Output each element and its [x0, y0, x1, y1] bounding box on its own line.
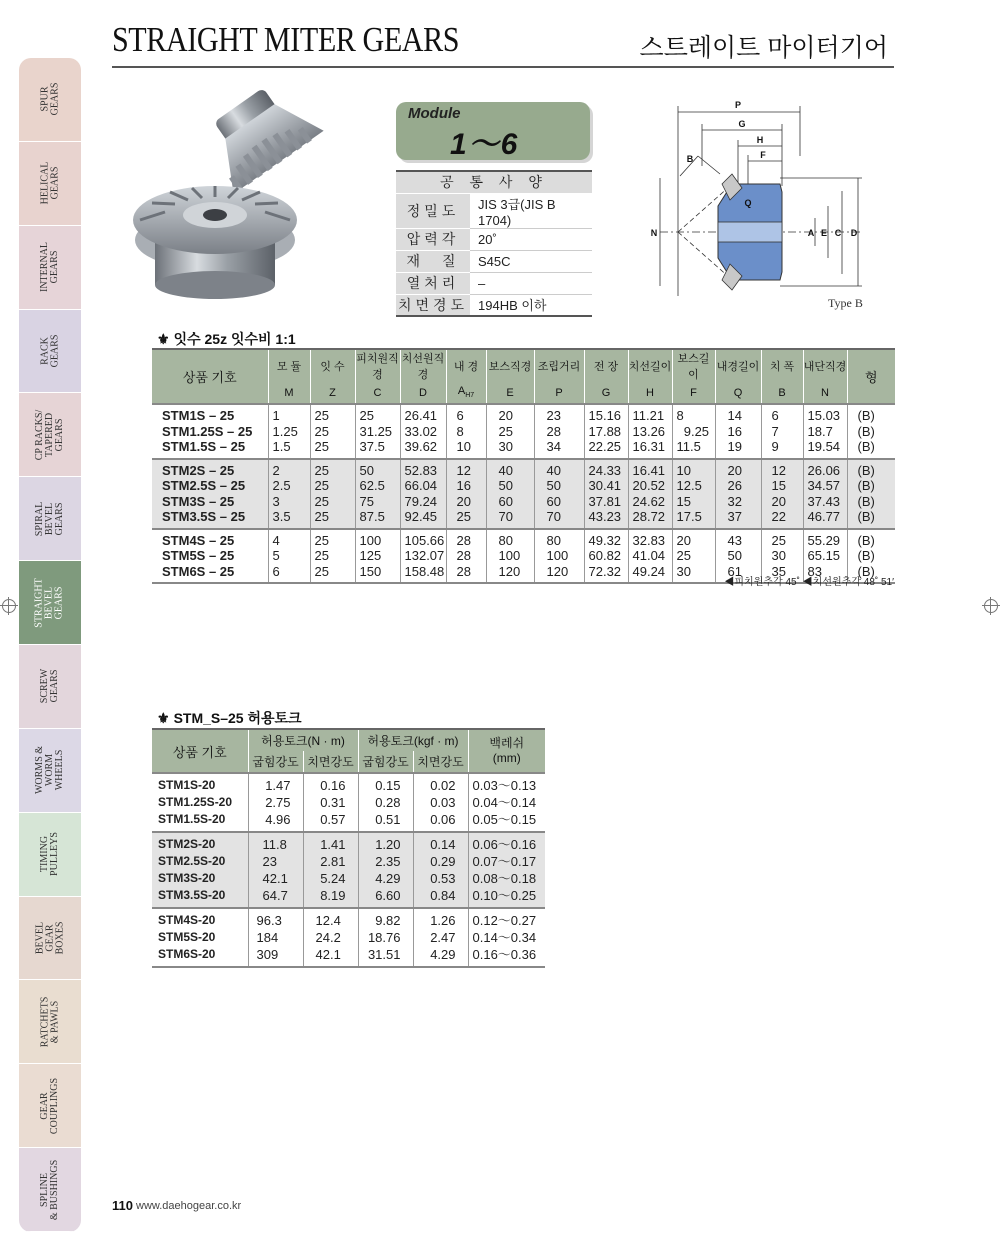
cell-surface-nm: 0.16 0.31 0.57 — [303, 773, 358, 832]
col-symbol: D — [400, 382, 446, 404]
spec-value: 20˚ — [470, 228, 592, 250]
side-tab-label: TIMING PULLEYS — [39, 832, 60, 877]
main-section-title-text: 잇수 25z 잇수비 1:1 — [173, 331, 296, 347]
side-tab[interactable] — [19, 1064, 81, 1148]
col-subheader: 치면강도 — [303, 751, 358, 773]
col-symbol: A — [457, 385, 466, 398]
cell-m: 1 1.25 1.5 — [268, 404, 310, 459]
main-section-title — [157, 329, 296, 349]
website-url: www.daehogear.co.kr — [136, 1200, 242, 1212]
cell-z: 25 25 25 — [310, 529, 355, 584]
module-range: 1～6 — [450, 128, 520, 161]
cell-b: 6 7 9 — [761, 404, 803, 459]
cell-backlash: 0.12～0.27 0.14～0.34 0.16～0.36 — [468, 908, 545, 967]
product-codes: STM4S – 25 STM5S – 25 STM6S – 25 — [152, 529, 268, 584]
spec-value: – — [470, 272, 592, 294]
side-tab-label: SPUR GEARS — [38, 83, 60, 116]
dim-label-a: A — [807, 228, 815, 238]
cell-g: 15.16 17.88 22.25 — [584, 404, 628, 459]
common-spec-table — [396, 170, 592, 317]
side-tab[interactable] — [19, 1148, 81, 1232]
cell-c: 25 31.25 37.5 — [355, 404, 400, 459]
cell-surface-nm: 1.41 2.81 5.24 8.19 — [303, 832, 358, 908]
cell-n: 26.06 34.57 37.43 46.77 — [803, 459, 847, 529]
col-header: 모 듈 — [268, 349, 310, 382]
product-codes: STM1S-20 STM1.25S-20 STM1.5S-20 — [152, 773, 248, 832]
col-symbol: Q — [715, 382, 761, 404]
dim-label-e: E — [820, 228, 828, 238]
cell-e: 20 25 30 — [486, 404, 534, 459]
col-header-code: 상품 기호 — [152, 729, 248, 773]
cell-h: 16.41 20.52 24.62 28.72 — [628, 459, 672, 529]
cell-c: 50 62.5 75 87.5 — [355, 459, 400, 529]
cone-angle-note: ◀피치원추각 45˚ ◀치선원추각 48˚ 51′ — [724, 577, 894, 588]
category-side-tabs — [19, 58, 81, 1232]
spec-value: JIS 3급(JIS B 1704) — [470, 193, 592, 228]
table-row — [152, 404, 895, 459]
table-group — [152, 459, 895, 529]
dim-label-f: F — [760, 150, 766, 160]
cell-g: 49.32 60.82 72.32 — [584, 529, 628, 584]
spec-key: 치면경도 — [396, 294, 470, 316]
dim-label-p: P — [734, 100, 742, 110]
col-header-torque-kgf: 허용토크(kgf · m) — [358, 729, 468, 751]
col-subheader: 굽힘강도 — [248, 751, 303, 773]
registration-mark-left — [0, 597, 18, 615]
col-header: 내 경 — [446, 349, 486, 382]
side-tab[interactable] — [19, 561, 81, 645]
cell-n: 55.29 65.15 83 — [803, 529, 847, 584]
col-header: 피치원직경 — [355, 349, 400, 382]
dim-label-g: G — [738, 119, 746, 129]
dimension-drawing — [630, 96, 880, 316]
col-symbol-a — [446, 382, 486, 404]
col-symbol: P — [534, 382, 584, 404]
cell-z: 25 25 25 — [310, 404, 355, 459]
cell-backlash: 0.06～0.16 0.07～0.17 0.08～0.18 0.10～0.25 — [468, 832, 545, 908]
table-row — [152, 459, 895, 529]
col-symbol-subscript: H7 — [465, 392, 475, 400]
table-row — [152, 832, 545, 908]
cell-f: 10 12.5 15 17.5 — [672, 459, 715, 529]
col-header: 조립거리 — [534, 349, 584, 382]
dim-label-b: B — [686, 154, 694, 164]
cell-bending-kgf: 9.82 18.76 31.51 — [358, 908, 413, 967]
product-codes: STM2S – 25 STM2.5S – 25 STM3S – 25 STM3.5S – 25 — [152, 459, 268, 529]
side-tab[interactable] — [19, 645, 81, 729]
col-symbol: H — [628, 382, 672, 404]
dim-label-h: H — [756, 135, 764, 145]
col-symbol: Z — [310, 382, 355, 404]
side-tab-label: RACK GEARS — [38, 334, 60, 368]
col-header-code: 상품 기호 — [152, 349, 268, 404]
page-title-korean: 스트레이트 마이터기어 — [639, 34, 888, 62]
col-symbol: M — [268, 382, 310, 404]
side-tab-label: GEAR COUPLINGS — [39, 1077, 60, 1134]
cell-type: (B) (B) (B) (B) — [847, 459, 895, 529]
col-header: 치선원직경 — [400, 349, 446, 382]
spec-value: 194HB 이하 — [470, 294, 592, 316]
cell-p: 80 100 120 — [534, 529, 584, 584]
col-header: 치선길이 — [628, 349, 672, 382]
col-header: 보스길이 — [672, 349, 715, 382]
side-tab-label: WORMS & WORM WHEELS — [34, 746, 65, 795]
col-header-type: 형 — [847, 349, 895, 404]
col-symbol: B — [761, 382, 803, 404]
col-symbol: G — [584, 382, 628, 404]
product-codes: STM2S-20 STM2.5S-20 STM3S-20 STM3.5S-20 — [152, 832, 248, 908]
table-group — [152, 832, 545, 908]
torque-section-title-text: STM_S–25 허용토크 — [173, 710, 302, 726]
product-codes: STM1S – 25 STM1.25S – 25 STM1.5S – 25 — [152, 404, 268, 459]
cell-h: 32.83 41.04 49.24 — [628, 529, 672, 584]
cell-g: 24.33 30.41 37.81 43.23 — [584, 459, 628, 529]
col-header-backlash: 백레쉬 (mm) — [468, 729, 545, 773]
cell-q: 14 16 19 — [715, 404, 761, 459]
cell-z: 25 25 25 25 — [310, 459, 355, 529]
cell-bending-nm: 96.3 184 309 — [248, 908, 303, 967]
dim-label-d: D — [850, 228, 858, 238]
cell-bending-kgf: 0.15 0.28 0.51 — [358, 773, 413, 832]
col-symbol: C — [355, 382, 400, 404]
side-tab[interactable] — [19, 310, 81, 394]
module-range-box — [396, 102, 590, 160]
table-row — [152, 773, 545, 832]
cell-n: 15.03 18.7 19.54 — [803, 404, 847, 459]
dim-label-q: Q — [744, 198, 752, 208]
cell-a: 28 28 28 — [446, 529, 486, 584]
cell-surface-kgf: 0.14 0.29 0.53 0.84 — [413, 832, 468, 908]
col-header: 잇 수 — [310, 349, 355, 382]
cell-surface-kgf: 0.02 0.03 0.06 — [413, 773, 468, 832]
cell-surface-kgf: 1.26 2.47 4.29 — [413, 908, 468, 967]
col-subheader: 굽힘강도 — [358, 751, 413, 773]
cell-type: (B) (B) (B) — [847, 404, 895, 459]
side-tab-label: HELICAL GEARS — [39, 161, 60, 205]
cell-p: 23 28 34 — [534, 404, 584, 459]
dim-label-n: N — [650, 228, 658, 238]
col-header-torque-nm: 허용토크(N · m) — [248, 729, 358, 751]
table-row — [152, 908, 545, 967]
side-tab[interactable] — [19, 393, 81, 477]
side-tab-label: SPLINE & BUSHINGS — [38, 1159, 60, 1220]
miter-gear-pair-image — [120, 80, 350, 310]
side-tab-label: STRAIGHT BEVEL GEARS — [33, 577, 65, 628]
col-symbol: N — [803, 382, 847, 404]
side-tab-label: BEVEL GEAR BOXES — [33, 921, 65, 955]
registration-mark-right — [982, 597, 1000, 615]
side-tab[interactable] — [19, 226, 81, 310]
table-group — [152, 773, 545, 832]
col-symbol: F — [672, 382, 715, 404]
col-header: 보스직경 — [486, 349, 534, 382]
side-tab[interactable] — [19, 729, 81, 813]
page-number: 110 — [112, 1198, 133, 1213]
dimensions-table — [152, 348, 895, 584]
cell-a: 12 16 20 25 — [446, 459, 486, 529]
side-tab[interactable] — [19, 897, 81, 981]
cell-p: 40 50 60 70 — [534, 459, 584, 529]
cell-q: 20 26 32 37 — [715, 459, 761, 529]
cell-a: 6 8 10 — [446, 404, 486, 459]
cell-m: 2 2.5 3 3.5 — [268, 459, 310, 529]
cell-e: 80 100 120 — [486, 529, 534, 584]
cell-bending-nm: 1.47 2.75 4.96 — [248, 773, 303, 832]
cell-surface-nm: 12.4 24.2 42.1 — [303, 908, 358, 967]
header-divider — [112, 66, 894, 68]
side-tab[interactable] — [19, 477, 81, 561]
cell-d: 105.66 132.07 158.48 — [400, 529, 446, 584]
cell-e: 40 50 60 70 — [486, 459, 534, 529]
cell-c: 100 125 150 — [355, 529, 400, 584]
spec-title: 공 통 사 양 — [396, 171, 592, 193]
col-symbol: E — [486, 382, 534, 404]
col-header: 내경길이 — [715, 349, 761, 382]
cell-f: 8 9.25 11.5 — [672, 404, 715, 459]
side-tab[interactable] — [19, 58, 81, 142]
fleur-icon: ⚜ — [157, 710, 170, 726]
cell-d: 26.41 33.02 39.62 — [400, 404, 446, 459]
side-tab-label: RATCHETS & PAWLS — [39, 996, 60, 1048]
side-tab[interactable] — [19, 813, 81, 897]
cell-h: 11.21 13.26 16.31 — [628, 404, 672, 459]
cell-bending-kgf: 1.20 2.35 4.29 6.60 — [358, 832, 413, 908]
page-title: STRAIGHT MITER GEARS — [112, 20, 460, 59]
cell-backlash: 0.03～0.13 0.04～0.14 0.05～0.15 — [468, 773, 545, 832]
side-tab-label: SCREW GEARS — [38, 669, 60, 704]
col-header: 전 장 — [584, 349, 628, 382]
cell-m: 4 5 6 — [268, 529, 310, 584]
col-header: 내단직경 — [803, 349, 847, 382]
module-label: Module — [408, 105, 461, 122]
side-tab-label: INTERNAL GEARS — [39, 242, 60, 293]
torque-section-title — [157, 708, 302, 728]
cell-f: 20 25 30 — [672, 529, 715, 584]
cell-b: 12 15 20 22 — [761, 459, 803, 529]
col-header: 치 폭 — [761, 349, 803, 382]
product-codes: STM4S-20 STM5S-20 STM6S-20 — [152, 908, 248, 967]
type-label: Type B — [828, 296, 863, 310]
cell-d: 52.83 66.04 79.24 92.45 — [400, 459, 446, 529]
cell-b: 25 30 35 — [761, 529, 803, 584]
spec-key: 열처리 — [396, 272, 470, 294]
spec-value: S45C — [470, 250, 592, 272]
spec-key: 압력각 — [396, 228, 470, 250]
side-tab[interactable] — [19, 142, 81, 226]
spec-key: 정밀도 — [396, 193, 470, 228]
cell-bending-nm: 11.8 23 42.1 64.7 — [248, 832, 303, 908]
cell-q: 43 50 61 — [715, 529, 761, 584]
table-group — [152, 908, 545, 967]
fleur-icon: ⚜ — [157, 331, 170, 347]
cell-type: (B) (B) (B) — [847, 529, 895, 584]
side-tab-label: CP RACKS/ TAPERED GEARS — [33, 409, 65, 461]
table-group — [152, 404, 895, 459]
dim-label-c: C — [834, 228, 842, 238]
torque-table — [152, 728, 545, 968]
side-tab[interactable] — [19, 980, 81, 1064]
side-tab-label: SPIRAL BEVEL GEARS — [33, 501, 65, 536]
spec-key: 재 질 — [396, 250, 470, 272]
col-subheader: 치면강도 — [413, 751, 468, 773]
